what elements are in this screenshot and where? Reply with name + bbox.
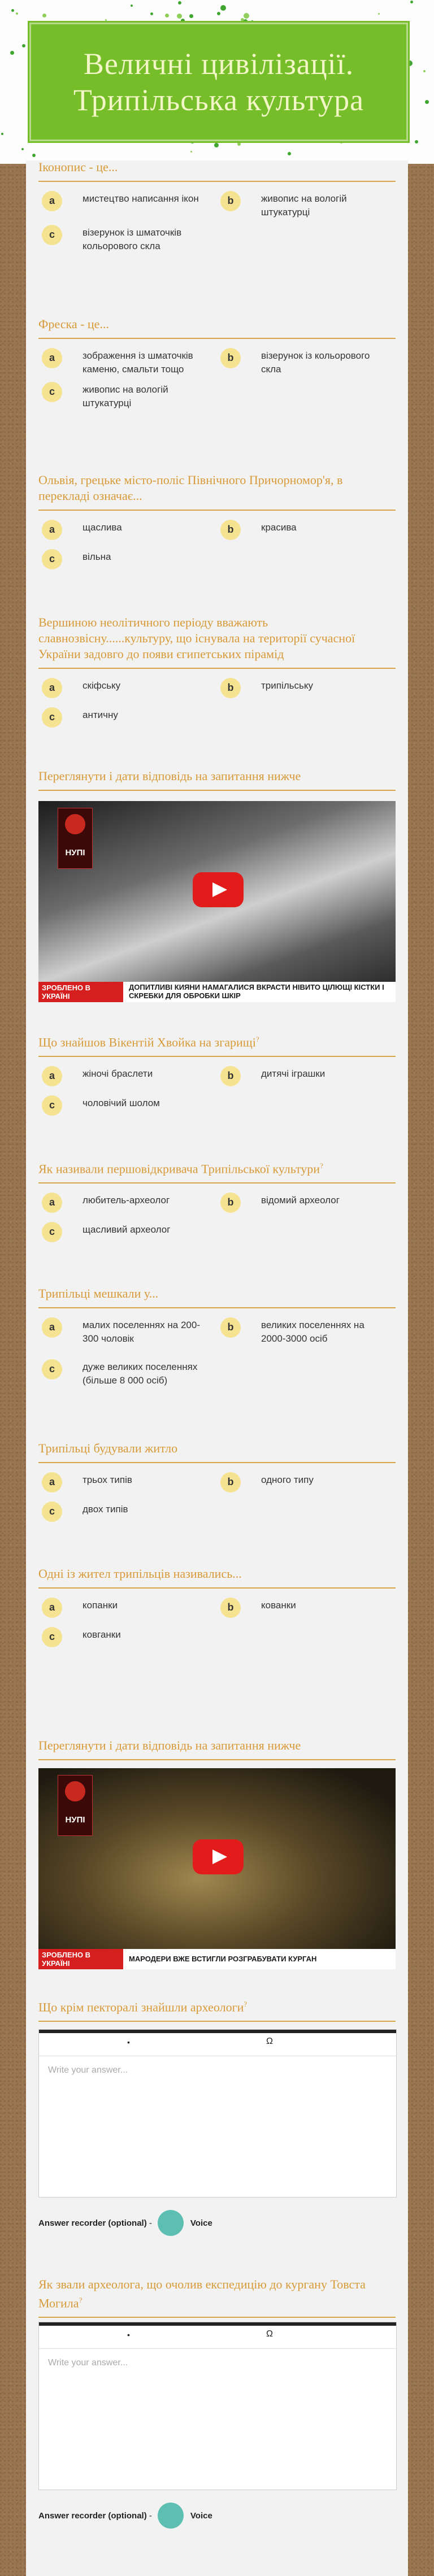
confetti-dot: [214, 143, 219, 147]
banner: [0, 0, 434, 164]
confetti-dot: [237, 142, 241, 146]
question-8: [38, 1441, 396, 1529]
option-c[interactable]: c живопис на вологій штукатурці: [42, 382, 211, 410]
question-title: Іконопис - це...: [38, 159, 396, 182]
confetti-dot: [423, 70, 426, 72]
omega-icon[interactable]: Ω: [266, 2329, 273, 2339]
omega-icon[interactable]: Ω: [266, 2037, 273, 2046]
editor-toolbar: [39, 2322, 396, 2349]
confetti-dot: [16, 12, 18, 15]
confetti-dot: [150, 12, 153, 15]
confetti-dot: [340, 141, 342, 143]
confetti-dot: [105, 19, 107, 21]
confetti-dot: [21, 148, 24, 150]
option-c[interactable]: c ковганки: [42, 1627, 211, 1647]
option-b[interactable]: b живопис на вологій штукатурці: [220, 191, 390, 219]
answer-input[interactable]: Write your answer...: [48, 2065, 128, 2075]
confetti-dot: [10, 51, 14, 55]
confetti-dot: [177, 14, 182, 19]
confetti-dot: [288, 152, 291, 155]
mic-icon[interactable]: [158, 2503, 184, 2529]
bullet-icon[interactable]: •: [127, 2330, 130, 2339]
editor-toolbar: [39, 2030, 396, 2056]
option-b[interactable]: b одного типу: [220, 1472, 390, 1492]
option-c[interactable]: c античну: [42, 707, 211, 728]
video-player-1[interactable]: [38, 801, 396, 1002]
video-caption-bar: ЗРОБЛЕНО В УКРАЇНІ ДОПИТЛИВІ КИЯНИ НАМАГАЛИСЯ ВКРАСТИ НІВИТО ЦІЛЮЩІ КІСТКИ І СКРЕБКИ ДЛЯ ОБРОБКИ ШКІР: [38, 982, 396, 1002]
option-a[interactable]: a малих поселеннях на 200-300 чоловік: [42, 1317, 211, 1346]
confetti-dot: [11, 9, 14, 12]
question-2: [38, 316, 396, 421]
confetti-dot: [131, 5, 133, 7]
option-b[interactable]: b кованки: [220, 1598, 390, 1618]
option-a[interactable]: a трьох типів: [42, 1472, 211, 1492]
confetti-dot: [415, 140, 418, 143]
option-b[interactable]: b візерунок із кольорового скла: [220, 348, 390, 376]
confetti-dot: [425, 100, 429, 104]
answer-box-2[interactable]: [38, 2322, 397, 2490]
confetti-dot: [22, 44, 25, 47]
question-title: Що знайшов Вікентій Хвойка на згарищі?: [38, 1032, 396, 1057]
confetti-dot: [189, 14, 193, 18]
video-title: Переглянути і дати відповідь на запитання нижче: [38, 768, 396, 791]
option-a[interactable]: a жіночі браслети: [42, 1066, 211, 1086]
confetti-dot: [410, 1, 413, 3]
channel-logo: НУПІ: [58, 1775, 93, 1836]
confetti-dot: [32, 154, 36, 157]
bullet-icon[interactable]: •: [127, 2038, 130, 2047]
play-button-icon[interactable]: [193, 1839, 244, 1874]
question-4: [38, 615, 396, 734]
question-5: [38, 1032, 396, 1122]
option-c[interactable]: c чоловічий шолом: [42, 1095, 211, 1116]
confetti-dot: [1, 133, 3, 135]
question-title: Одні із жител трипільців називались...: [38, 1566, 396, 1589]
answer-box-1[interactable]: [38, 2029, 397, 2198]
option-a[interactable]: a щаслива: [42, 520, 211, 540]
page-title: Величні цивілізації. Трипільська культура: [73, 47, 364, 117]
play-button-icon[interactable]: [193, 872, 244, 907]
option-c[interactable]: c щасливий археолог: [42, 1222, 211, 1242]
option-b[interactable]: b красива: [220, 520, 390, 540]
option-a[interactable]: a копанки: [42, 1598, 211, 1618]
video-1-heading: [38, 768, 396, 791]
channel-logo: НУПІ: [58, 808, 93, 869]
question-7: [38, 1286, 396, 1396]
mic-icon[interactable]: [158, 2210, 184, 2236]
question-title: Як звали археолога, що очолив експедицію до кургану Товста Могила?: [38, 2277, 396, 2318]
confetti-dot: [217, 12, 220, 15]
question-title: Трипільці будували житло: [38, 1441, 396, 1463]
answer-input[interactable]: Write your answer...: [48, 2358, 128, 2368]
option-b[interactable]: b відомий археолог: [220, 1193, 390, 1213]
answer-recorder-1: Answer recorder (optional) - Voice: [38, 2210, 212, 2236]
video-player-2[interactable]: [38, 1768, 396, 1969]
question-1: [38, 159, 396, 253]
answer-recorder-2: Answer recorder (optional) - Voice: [38, 2503, 212, 2529]
question-6: [38, 1158, 396, 1249]
option-a[interactable]: a скіфську: [42, 678, 211, 698]
open-question-1: [38, 1996, 396, 2022]
question-title: Що крім пекторалі знайшли археологи?: [38, 1996, 396, 2022]
option-a[interactable]: a любитель-археолог: [42, 1193, 211, 1213]
option-c[interactable]: c вільна: [42, 549, 211, 569]
question-9: [38, 1566, 396, 1654]
option-a[interactable]: a мистецтво написання ікон: [42, 191, 211, 211]
confetti-dot: [165, 14, 169, 18]
confetti-dot: [190, 151, 192, 153]
video-caption-bar: ЗРОБЛЕНО В УКРАЇНІ МАРОДЕРИ ВЖЕ ВСТИГЛИ РОЗГРАБУВАТИ КУРГАН: [38, 1949, 396, 1969]
open-question-2: [38, 2277, 396, 2318]
question-title: Ольвія, грецьке місто-поліс Північного Причорномор'я, в перекладі означає...: [38, 472, 396, 511]
option-a[interactable]: a зображення із шматочків каменю, смальти тощо: [42, 348, 211, 376]
confetti-dot: [220, 5, 226, 11]
option-c[interactable]: c двох типів: [42, 1502, 211, 1522]
question-3: [38, 472, 396, 576]
confetti-dot: [181, 19, 185, 23]
option-c[interactable]: c дуже великих поселеннях (більше 8 000 осіб): [42, 1359, 211, 1387]
video-title: Переглянути і дати відповідь на запитання нижче: [38, 1738, 396, 1760]
option-c[interactable]: c візерунок із шматочків кольорового скла: [42, 225, 211, 253]
question-title: Як називали першовідкривача Трипільської культури?: [38, 1158, 396, 1183]
question-title: Фреска - це...: [38, 316, 396, 339]
option-b[interactable]: b великих поселеннях на 2000-3000 осіб: [220, 1317, 390, 1346]
confetti-dot: [178, 1, 181, 5]
voice-button[interactable]: Voice: [190, 2218, 212, 2228]
confetti-dot: [42, 14, 46, 18]
question-title: Трипільці мешкали у...: [38, 1286, 396, 1308]
confetti-dot: [378, 13, 380, 15]
question-title: Вершиною неолітичного періоду вважають славнозвісну......культуру, що існувала на території сучасної України задовго до появи єгипетських пірамід: [38, 615, 396, 669]
video-2-heading: [38, 1738, 396, 1760]
voice-button[interactable]: Voice: [190, 2510, 212, 2521]
option-b[interactable]: b трипільську: [220, 678, 390, 698]
option-b[interactable]: b дитячі іграшки: [220, 1066, 390, 1086]
title-box: [29, 23, 408, 141]
confetti-dot: [244, 13, 249, 19]
